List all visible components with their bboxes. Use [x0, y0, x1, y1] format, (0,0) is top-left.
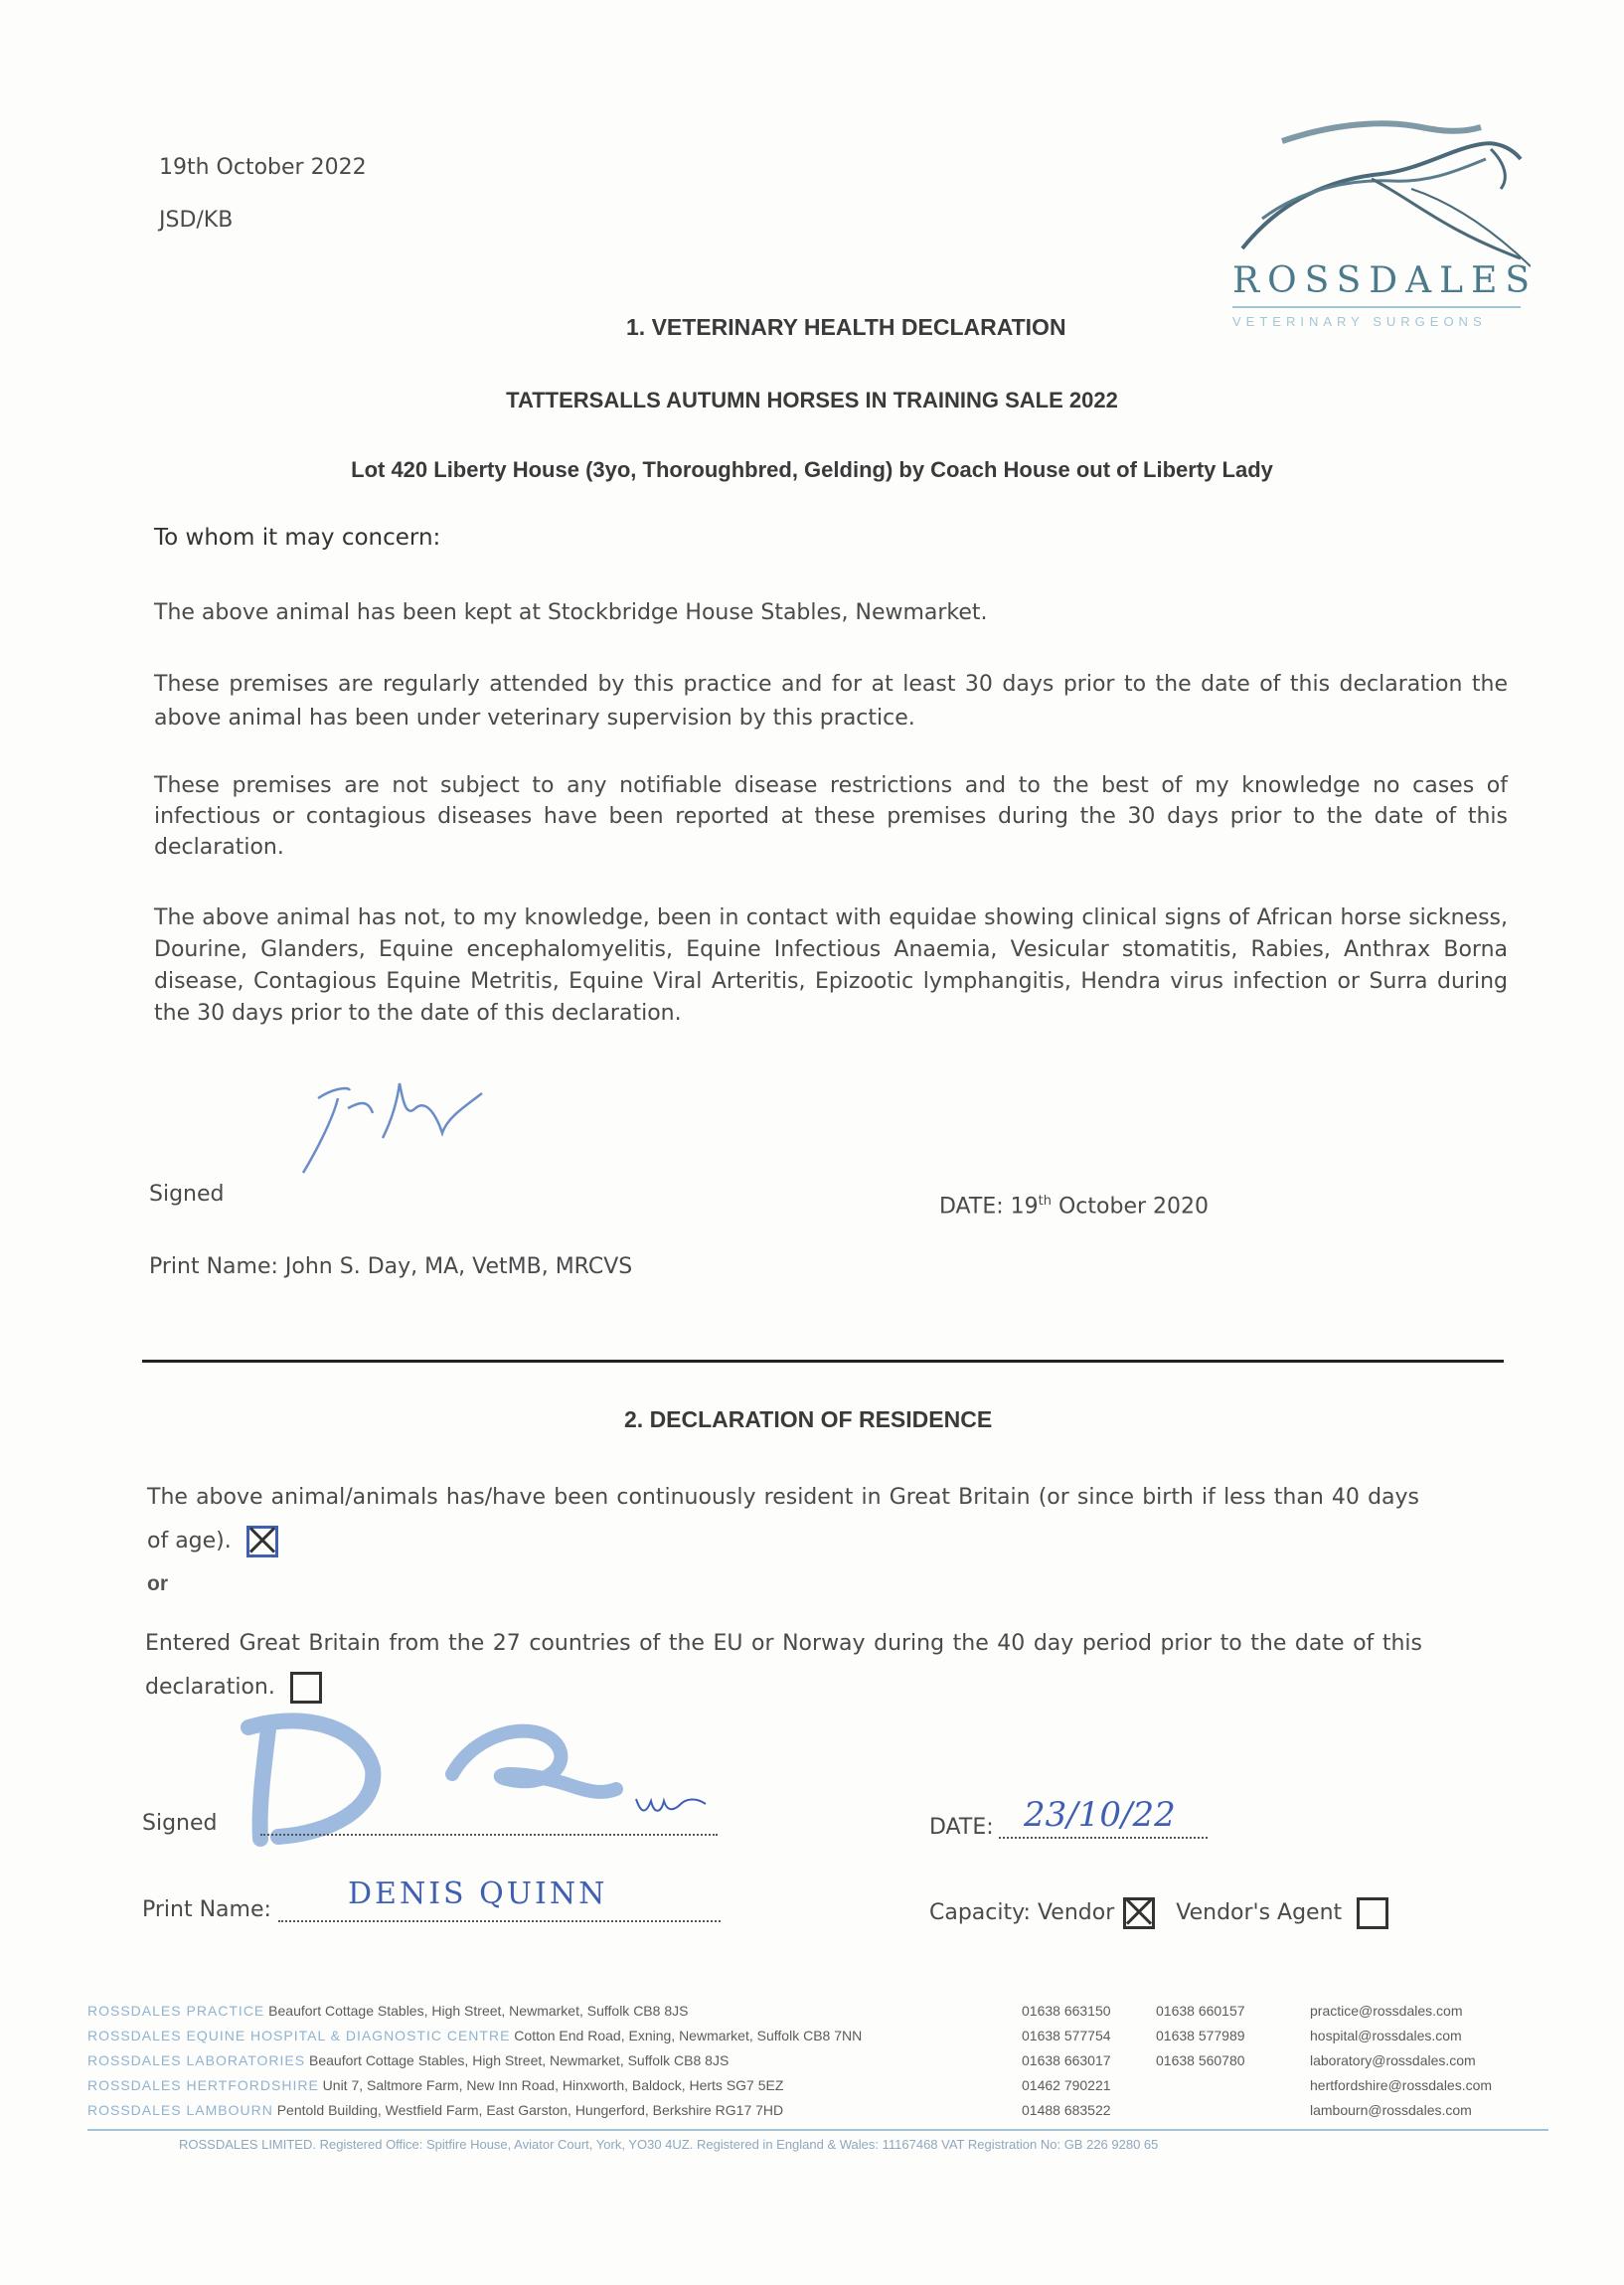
- section2-heading: 2. DECLARATION OF RESIDENCE: [624, 1406, 993, 1432]
- horse-logo-icon: [1222, 119, 1531, 268]
- footer-phone: 01638 577754: [1022, 2028, 1111, 2043]
- footer-row: ROSSDALES PRACTICE Beaufort Cottage Stables, High Street, Newmarket, Suffolk CB8 8JS: [87, 2003, 689, 2019]
- footer-registered: ROSSDALES LIMITED. Registered Office: Spitfire House, Aviator Court, York, YO30 4UZ. Registered in England & Wales: 11167468 VAT Registration No: GB 226 9280 65: [179, 2137, 1159, 2152]
- footer-fax: 01638 560780: [1156, 2052, 1245, 2068]
- header-date: 19th October 2022: [159, 155, 367, 180]
- footer-phone: 01638 663017: [1022, 2052, 1111, 2068]
- sale-title: TATTERSALLS AUTUMN HORSES IN TRAINING SALE 2022: [506, 388, 1118, 412]
- logo-wordmark: ROSSDALES: [1232, 260, 1539, 301]
- vendor-print-line: [278, 1920, 721, 1922]
- vendor-signature: [239, 1710, 716, 1849]
- logo-tagline: VETERINARY SURGEONS: [1232, 314, 1487, 329]
- vet-date: DATE: 19th October 2020: [939, 1194, 1210, 1220]
- paragraph-contact: The above animal has not, to my knowledge, been in contact with equidae showing clinical signs of African horse sickness, Dourine, Glanders, Equine encephalomyelitis, Equine Infectious Anaemia, Vesicular stomatitis, Rabies, Anthrax Borna disease, Contagious Equine Metritis, Equine Viral Arteritis, Epizootic lymphangitis, Hendra virus infection or Surra during the 30 days prior to the date of this declaration.: [154, 905, 1508, 1026]
- vet-print-name: Print Name: John S. Day, MA, VetMB, MRCVS: [149, 1254, 633, 1279]
- footer-row: ROSSDALES HERTFORDSHIRE Unit 7, Saltmore Farm, New Inn Road, Hinxworth, Baldock, Herts SG7 5EZ: [87, 2077, 784, 2093]
- capacity-label: Capacity: Vendor: [929, 1900, 1115, 1925]
- vendor-signature-line: [260, 1834, 718, 1836]
- residence-option-2-text: Entered Great Britain from the 27 countries of the EU or Norway during the 40 day period prior to the date of this declaration.: [145, 1631, 1422, 1700]
- paragraph-restrictions: These premises are not subject to any notifiable disease restrictions and to the best of my knowledge no cases of infectious or contagious diseases have been reported at these premises during the 30 days prior to the date of this declaration.: [154, 773, 1508, 860]
- footer-email[interactable]: hospital@rossdales.com: [1310, 2028, 1462, 2043]
- paragraph-kept: The above animal has been kept at Stockbridge House Stables, Newmarket.: [154, 600, 988, 625]
- footer-email[interactable]: laboratory@rossdales.com: [1310, 2052, 1476, 2068]
- section1-heading: 1. VETERINARY HEALTH DECLARATION: [626, 314, 1066, 340]
- footer-row: ROSSDALES LABORATORIES Beaufort Cottage Stables, High Street, Newmarket, Suffolk CB8 8JS: [87, 2052, 730, 2068]
- footer-phone: 01488 683522: [1022, 2102, 1111, 2118]
- footer-fax: 01638 660157: [1156, 2003, 1245, 2019]
- vendor-date-value: 23/10/22: [1024, 1795, 1176, 1835]
- vet-signature: [288, 1078, 547, 1178]
- footer-email[interactable]: practice@rossdales.com: [1310, 2003, 1463, 2019]
- residence-option-2: [145, 1622, 1422, 1710]
- vendor-signed-label: Signed: [142, 1811, 218, 1836]
- header-reference: JSD/KB: [159, 208, 234, 233]
- or-label: or: [147, 1572, 168, 1595]
- residence-option-2-checkbox[interactable]: [290, 1672, 322, 1704]
- footer-row: ROSSDALES LAMBOURN Pentold Building, Westfield Farm, East Garston, Hungerford, Berkshire RG17 7HD: [87, 2102, 784, 2118]
- vendor-checkbox[interactable]: [1123, 1897, 1155, 1929]
- capacity-row: [929, 1896, 1388, 1930]
- footer-row: ROSSDALES EQUINE HOSPITAL & DIAGNOSTIC CENTRE Cotton End Road, Exning, Newmarket, Suffolk CB8 7NN: [87, 2028, 863, 2043]
- vendor-print-label: Print Name:: [142, 1897, 271, 1922]
- vendor-agent-label: Vendor's Agent: [1176, 1900, 1343, 1925]
- rossdales-logo: [1222, 119, 1539, 348]
- footer-email[interactable]: lambourn@rossdales.com: [1310, 2102, 1472, 2118]
- vendor-date-label: DATE:: [929, 1815, 994, 1840]
- logo-rule: [1232, 306, 1521, 308]
- vendor-agent-checkbox[interactable]: [1357, 1897, 1388, 1929]
- vendor-date-line: [999, 1837, 1208, 1839]
- salutation: To whom it may concern:: [154, 525, 441, 551]
- residence-option-1: [147, 1476, 1419, 1563]
- residence-option-1-checkbox[interactable]: [246, 1526, 278, 1557]
- footer-email[interactable]: hertfordshire@rossdales.com: [1310, 2077, 1493, 2093]
- paragraph-attended: These premises are regularly attended by this practice and for at least 30 days prior to the date of this declaration the above animal has been under veterinary supervision by this practice.: [154, 672, 1508, 731]
- footer-phone: 01462 790221: [1022, 2077, 1111, 2093]
- residence-option-1-text: The above animal/animals has/have been continuously resident in Great Britain (or since birth if less than 40 days of age).: [147, 1485, 1419, 1553]
- footer-rule: [87, 2129, 1548, 2131]
- vendor-print-value: DENIS QUINN: [348, 1877, 608, 1911]
- vet-signed-label: Signed: [149, 1182, 225, 1207]
- footer-phone: 01638 663150: [1022, 2003, 1111, 2019]
- lot-title: Lot 420 Liberty House (3yo, Thoroughbred, Gelding) by Coach House out of Liberty Lady: [351, 457, 1273, 482]
- footer-fax: 01638 577989: [1156, 2028, 1245, 2043]
- section-divider: [142, 1360, 1504, 1363]
